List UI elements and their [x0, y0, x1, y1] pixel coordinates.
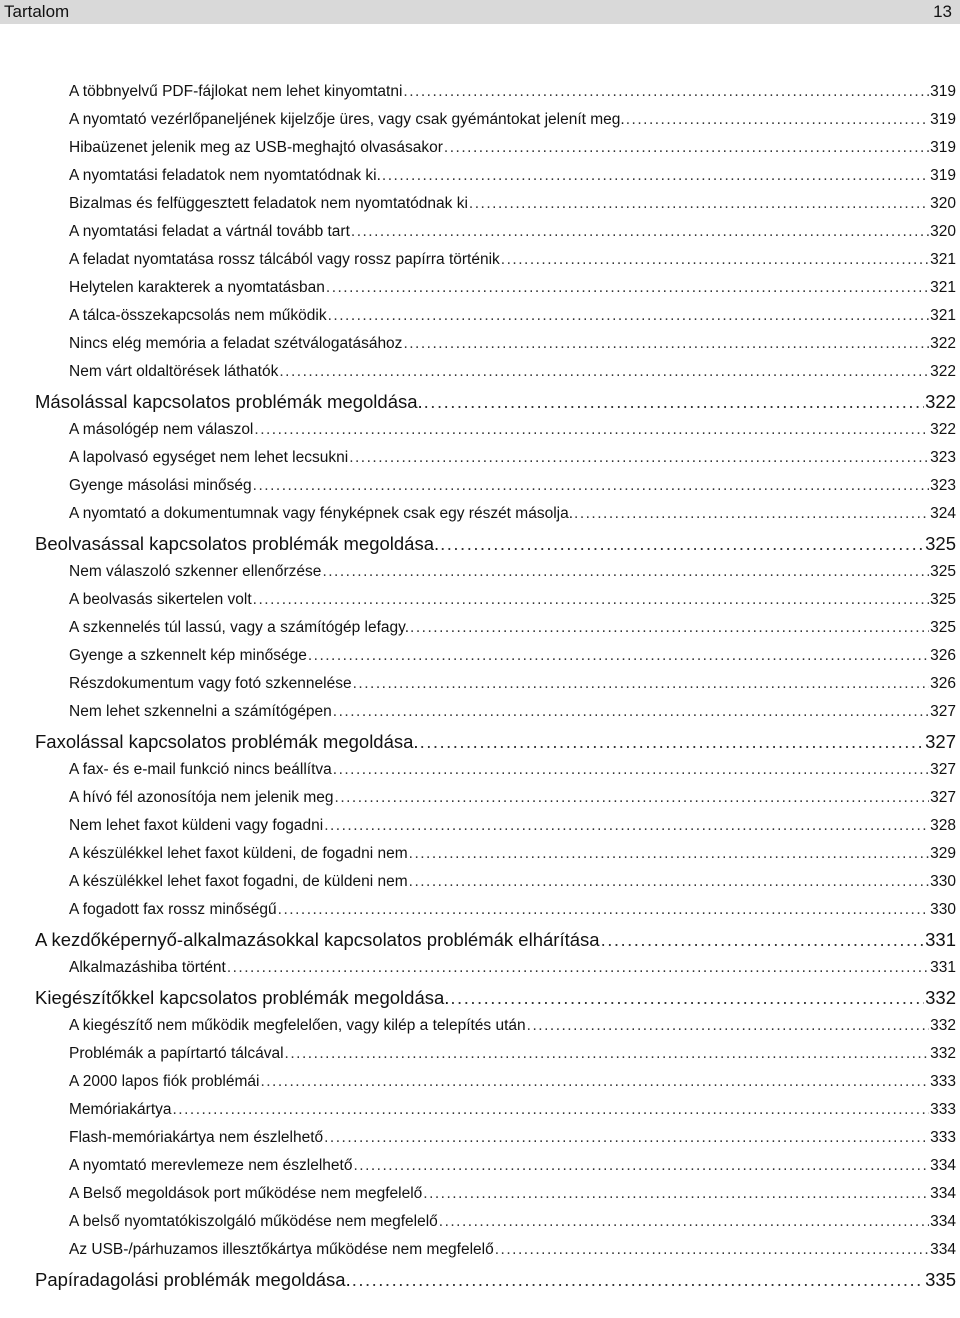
toc-entry-page: 333: [930, 1073, 956, 1090]
toc-entry-page: 322: [930, 421, 956, 438]
toc-dot-leader: [308, 642, 929, 670]
toc-entry[interactable]: [0, 756, 960, 784]
toc-dot-leader: [527, 1012, 929, 1040]
toc-entry-page: 319: [930, 167, 956, 184]
toc-section-entry[interactable]: [0, 926, 960, 954]
toc-entry-title: A belső nyomtatókiszolgáló működése nem megfelelő: [69, 1213, 438, 1230]
toc-entry[interactable]: [0, 330, 960, 358]
toc-entry-title: Papíradagolási problémák megoldása.: [35, 1269, 351, 1290]
toc-entry[interactable]: [0, 302, 960, 330]
toc-entry[interactable]: [0, 358, 960, 386]
toc-entry-page: 327: [925, 731, 956, 752]
toc-entry[interactable]: [0, 642, 960, 670]
toc-entry-page: 322: [930, 363, 956, 380]
toc-dot-leader: [403, 330, 929, 358]
toc-entry-page: 334: [930, 1241, 956, 1258]
page-header: [0, 0, 960, 24]
toc-dot-leader: [469, 190, 929, 218]
toc-section-entry[interactable]: [0, 984, 960, 1012]
toc-entry[interactable]: [0, 416, 960, 444]
toc-entry[interactable]: [0, 1040, 960, 1068]
toc-entry-page: 330: [930, 873, 956, 890]
toc-entry[interactable]: [0, 896, 960, 924]
toc-entry-page: 320: [930, 195, 956, 212]
toc-entry[interactable]: [0, 1208, 960, 1236]
toc-entry-page: 322: [925, 391, 956, 412]
toc-dot-leader: [450, 984, 924, 1012]
toc-entry-page: 331: [925, 929, 956, 950]
toc-entry-page: 326: [930, 647, 956, 664]
toc-entry[interactable]: [0, 78, 960, 106]
toc-dot-leader: [420, 728, 925, 756]
toc-entry-page: 332: [930, 1017, 956, 1034]
toc-dot-leader: [626, 106, 929, 134]
toc-entry-page: 319: [930, 139, 956, 156]
toc-entry[interactable]: [0, 1096, 960, 1124]
toc-dot-leader: [227, 954, 929, 982]
header-page-number: 13: [933, 2, 952, 21]
toc-entry-page: 326: [930, 675, 956, 692]
toc-entry-title: Faxolással kapcsolatos problémák megoldása.: [35, 731, 419, 752]
toc-entry-title: A készülékkel lehet faxot küldeni, de fogadni nem: [69, 845, 408, 862]
toc-entry-title: A másológép nem válaszol: [69, 421, 254, 438]
toc-entry-title: A 2000 lapos fiók problémái: [69, 1073, 260, 1090]
toc-entry-page: 327: [930, 789, 956, 806]
toc-entry-title: A nyomtatási feladat a vártnál tovább tart: [69, 223, 350, 240]
toc-entry-page: 321: [930, 307, 956, 324]
toc-dot-leader: [424, 388, 924, 416]
toc-entry[interactable]: [0, 812, 960, 840]
toc-entry-page: 332: [925, 987, 956, 1008]
toc-entry[interactable]: [0, 472, 960, 500]
toc-dot-leader: [495, 1236, 929, 1264]
toc-entry[interactable]: [0, 868, 960, 896]
toc-dot-leader: [333, 698, 929, 726]
toc-dot-leader: [285, 1040, 930, 1068]
toc-entry-page: 333: [930, 1129, 956, 1146]
toc-entry-title: Alkalmazáshiba történt: [69, 959, 226, 976]
toc-entry-title: Az USB-/párhuzamos illesztőkártya működése nem megfelelő: [69, 1241, 494, 1258]
toc-entry-page: 319: [930, 111, 956, 128]
toc-dot-leader: [574, 500, 929, 528]
toc-entry-page: 327: [930, 761, 956, 778]
toc-entry[interactable]: [0, 954, 960, 982]
toc-entry-title: A többnyelvű PDF-fájlokat nem lehet kinyomtatni: [69, 83, 403, 100]
toc-entry-title: Nincs elég memória a feladat szétválogatásához: [69, 335, 403, 352]
toc-entry[interactable]: [0, 106, 960, 134]
toc-entry[interactable]: [0, 1068, 960, 1096]
toc-entry-title: A nyomtatási feladatok nem nyomtatódnak ki.: [69, 167, 381, 184]
toc-entry[interactable]: [0, 162, 960, 190]
toc-entry-page: 330: [930, 901, 956, 918]
table-of-contents: [0, 78, 960, 1294]
toc-entry-page: 327: [930, 703, 956, 720]
toc-entry-page: 324: [930, 505, 956, 522]
toc-entry-title: A kiegészítő nem működik megfelelően, vagy kilép a telepítés után: [69, 1017, 526, 1034]
toc-entry-page: 325: [930, 591, 956, 608]
toc-entry[interactable]: [0, 784, 960, 812]
toc-entry-title: A fax- és e-mail funkció nincs beállítva: [69, 761, 332, 778]
toc-entry-title: Nem várt oldaltörések láthatók: [69, 363, 279, 380]
toc-dot-leader: [335, 784, 930, 812]
toc-dot-leader: [254, 416, 929, 444]
toc-entry[interactable]: [0, 558, 960, 586]
toc-entry-page: 329: [930, 845, 956, 862]
toc-dot-leader: [351, 218, 929, 246]
toc-entry-title: A kezdőképernyő-alkalmazásokkal kapcsolatos problémák elhárítása: [35, 929, 600, 950]
toc-entry[interactable]: [0, 500, 960, 528]
toc-dot-leader: [382, 162, 929, 190]
toc-dot-leader: [349, 444, 929, 472]
toc-entry-page: 334: [930, 1213, 956, 1230]
toc-dot-leader: [324, 1124, 929, 1152]
toc-entry-title: A tálca-összekapcsolás nem működik: [69, 307, 327, 324]
toc-dot-leader: [253, 472, 929, 500]
toc-dot-leader: [353, 1152, 929, 1180]
toc-entry-title: A Belső megoldások port működése nem megfelelő: [69, 1185, 423, 1202]
toc-entry-title: A nyomtató a dokumentumnak vagy fényképnek csak egy részét másolja.: [69, 505, 574, 522]
toc-entry[interactable]: [0, 1152, 960, 1180]
toc-entry[interactable]: [0, 218, 960, 246]
toc-entry-title: Részdokumentum vagy fotó szkennelése: [69, 675, 352, 692]
toc-entry-title: Nem lehet faxot küldeni vagy fogadni: [69, 817, 324, 834]
toc-entry-page: 323: [930, 449, 956, 466]
toc-dot-leader: [501, 246, 929, 274]
toc-dot-leader: [173, 1096, 930, 1124]
toc-entry[interactable]: [0, 246, 960, 274]
toc-dot-leader: [409, 840, 929, 868]
toc-dot-leader: [423, 1180, 929, 1208]
toc-dot-leader: [601, 926, 925, 954]
toc-dot-leader: [444, 134, 929, 162]
toc-entry[interactable]: [0, 586, 960, 614]
toc-dot-leader: [353, 670, 930, 698]
toc-entry[interactable]: [0, 1180, 960, 1208]
toc-entry-title: A beolvasás sikertelen volt: [69, 591, 252, 608]
toc-entry[interactable]: [0, 614, 960, 642]
toc-entry-title: Nem válaszoló szkenner ellenőrzése: [69, 563, 322, 580]
toc-dot-leader: [352, 1266, 924, 1294]
toc-entry-page: 331: [930, 959, 956, 976]
toc-dot-leader: [324, 812, 929, 840]
toc-entry-page: 325: [930, 619, 956, 636]
toc-dot-leader: [333, 756, 929, 784]
toc-entry[interactable]: [0, 1236, 960, 1264]
toc-dot-leader: [439, 1208, 929, 1236]
toc-entry-page: 325: [930, 563, 956, 580]
toc-entry-title: Bizalmas és felfüggesztett feladatok nem nyomtatódnak ki: [69, 195, 468, 212]
toc-entry-page: 321: [930, 251, 956, 268]
toc-entry-title: A hívó fél azonosítója nem jelenik meg: [69, 789, 334, 806]
toc-section-entry[interactable]: [0, 388, 960, 416]
toc-entry-page: 334: [930, 1157, 956, 1174]
toc-entry[interactable]: [0, 444, 960, 472]
toc-section-entry[interactable]: [0, 530, 960, 558]
toc-entry[interactable]: [0, 274, 960, 302]
toc-entry-title: Másolással kapcsolatos problémák megoldása.: [35, 391, 423, 412]
toc-entry-page: 322: [930, 335, 956, 352]
toc-dot-leader: [326, 274, 929, 302]
toc-entry-title: A nyomtató vezérlőpaneljének kijelzője üres, vagy csak gyémántokat jelenít meg.: [69, 111, 625, 128]
toc-entry-title: A feladat nyomtatása rossz tálcából vagy rossz papírra történik: [69, 251, 500, 268]
toc-entry-title: Helytelen karakterek a nyomtatásban: [69, 279, 325, 296]
toc-entry[interactable]: [0, 134, 960, 162]
toc-dot-leader: [253, 586, 929, 614]
toc-entry[interactable]: [0, 190, 960, 218]
toc-dot-leader: [278, 896, 929, 924]
toc-dot-leader: [410, 614, 929, 642]
toc-entry-page: 332: [930, 1045, 956, 1062]
toc-entry-page: 320: [930, 223, 956, 240]
toc-entry-title: Beolvasással kapcsolatos problémák megoldása.: [35, 533, 440, 554]
toc-entry-page: 319: [930, 83, 956, 100]
toc-entry-title: A nyomtató merevlemeze nem észlelhető: [69, 1157, 353, 1174]
toc-dot-leader: [328, 302, 930, 330]
toc-entry-title: Flash-memóriakártya nem észlelhető: [69, 1129, 324, 1146]
header-title: Tartalom: [4, 2, 70, 21]
toc-dot-leader: [260, 1068, 929, 1096]
toc-entry-title: Nem lehet szkennelni a számítógépen: [69, 703, 332, 720]
toc-dot-leader: [279, 358, 929, 386]
toc-entry-page: 333: [930, 1101, 956, 1118]
toc-entry-page: 334: [930, 1185, 956, 1202]
toc-entry[interactable]: [0, 840, 960, 868]
toc-entry[interactable]: [0, 698, 960, 726]
toc-entry-page: 328: [930, 817, 956, 834]
toc-dot-leader: [403, 78, 929, 106]
toc-entry-title: Problémák a papírtartó tálcával: [69, 1045, 284, 1062]
toc-entry[interactable]: [0, 670, 960, 698]
toc-entry-title: Kiegészítőkkel kapcsolatos problémák megoldása.: [35, 987, 450, 1008]
toc-entry-title: A lapolvasó egységet nem lehet lecsukni: [69, 449, 349, 466]
toc-dot-leader: [322, 558, 929, 586]
toc-entry-title: A készülékkel lehet faxot fogadni, de küldeni nem: [69, 873, 408, 890]
toc-entry-title: Gyenge másolási minőség: [69, 477, 252, 494]
toc-entry-page: 335: [925, 1269, 956, 1290]
toc-dot-leader: [409, 868, 929, 896]
toc-entry-page: 323: [930, 477, 956, 494]
toc-entry[interactable]: [0, 1124, 960, 1152]
toc-entry-page: 321: [930, 279, 956, 296]
toc-entry-title: Memóriakártya: [69, 1101, 172, 1118]
toc-section-entry[interactable]: [0, 728, 960, 756]
toc-entry-title: A fogadott fax rossz minőségű: [69, 901, 277, 918]
toc-entry-title: Gyenge a szkennelt kép minősége: [69, 647, 307, 664]
toc-dot-leader: [440, 530, 924, 558]
toc-section-entry[interactable]: [0, 1266, 960, 1294]
toc-entry[interactable]: [0, 1012, 960, 1040]
toc-entry-page: 325: [925, 533, 956, 554]
toc-entry-title: Hibaüzenet jelenik meg az USB-meghajtó olvasásakor: [69, 139, 443, 156]
toc-entry-title: A szkennelés túl lassú, vagy a számítógép lefagy.: [69, 619, 410, 636]
